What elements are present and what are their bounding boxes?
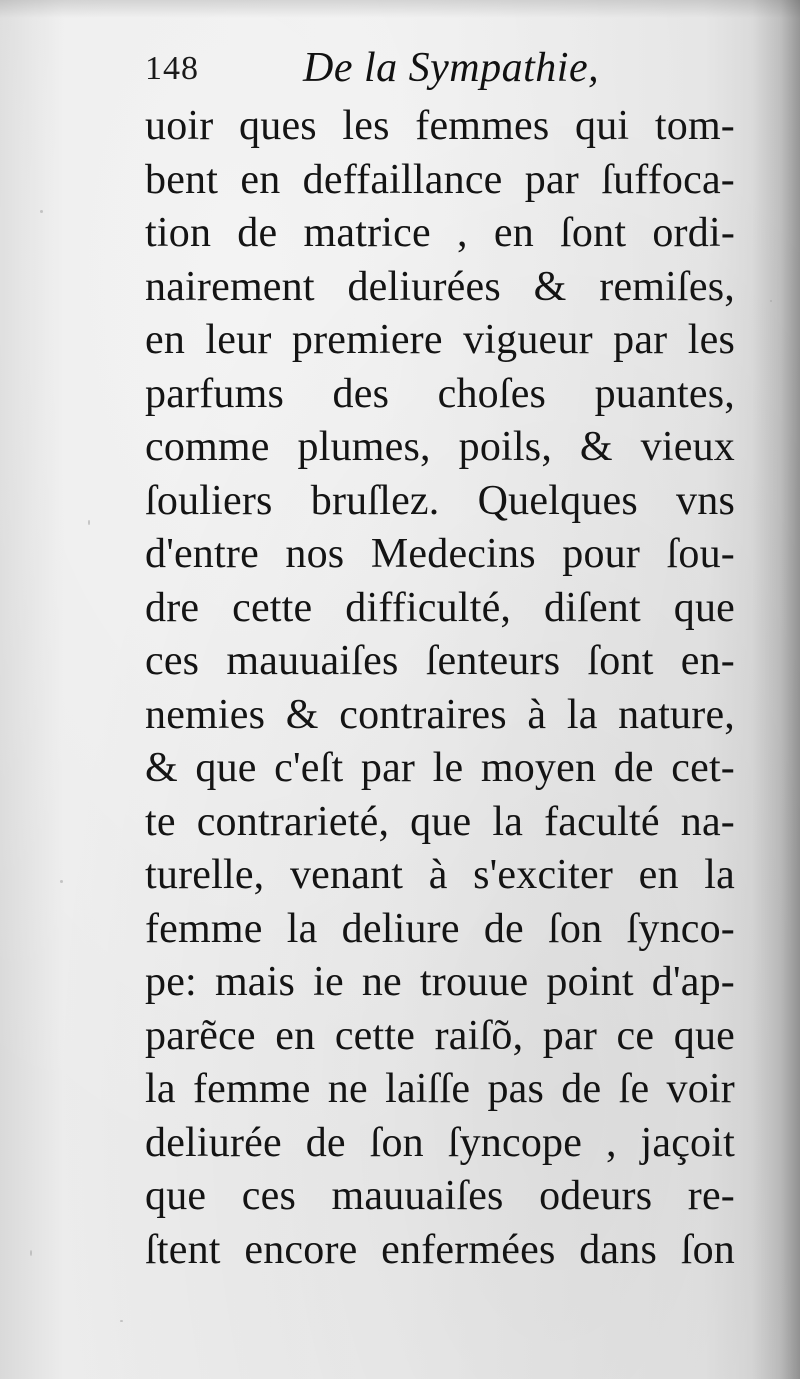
text-line: nairement deliurées & remiſes, [145,263,735,310]
paper-speck [40,210,43,213]
text-line: en leur premiere vigueur par les [145,317,735,363]
text-line: parfums des choſes puantes, [145,370,735,417]
paper-speck [30,1250,32,1256]
paper-speck [120,1320,123,1322]
paper-speck [770,300,772,302]
text-line: turelle, venant à s'exciter en la [145,852,735,898]
page-top-shadow [0,0,800,18]
paper-speck [88,520,90,525]
text-line: tion de matrice , en ſont ordi- [145,210,735,256]
text-line: la femme ne laiſſe pas de ſe voir [145,1066,735,1112]
text-line: deliurée de ſon ſyncope , jaçoit [145,1119,735,1166]
text-line: ces mauuaiſes ſenteurs ſont en- [145,638,735,684]
text-line: dre cette difficulté, diſent que [145,584,735,631]
text-line: pe: mais ie ne trouue point d'ap- [145,959,735,1005]
page-edge-shadow [752,0,800,1379]
text-line: ſouliers bruſlez. Quelques vns [145,477,735,524]
text-line: comme plumes, poils, & vieux [145,424,735,470]
text-line: ſtent encore enfermées dans ſon [145,1226,735,1273]
page-number: 148 [145,50,199,87]
text-line: bent en deffaillance par ſuffoca- [145,156,735,203]
text-line: d'entre nos Medecins pour ſou- [145,531,735,577]
text-line: femme la deliure de ſon ſynco- [145,905,735,952]
paper-speck [60,880,63,883]
text-line: parẽce en cette raiſõ, par ce que [145,1012,735,1059]
text-line: te contrarieté, que la faculté na- [145,798,735,845]
text-line: & que c'eſt par le moyen de cet- [145,745,735,791]
running-head [145,44,745,100]
body-text [145,100,735,1277]
text-line: uoir ques les femmes qui tom- [145,103,735,149]
text-line: nemies & contraires à la nature, [145,691,735,738]
running-title: De la Sympathie, [303,45,600,91]
text-line: que ces mauuaiſes odeurs re- [145,1173,735,1219]
